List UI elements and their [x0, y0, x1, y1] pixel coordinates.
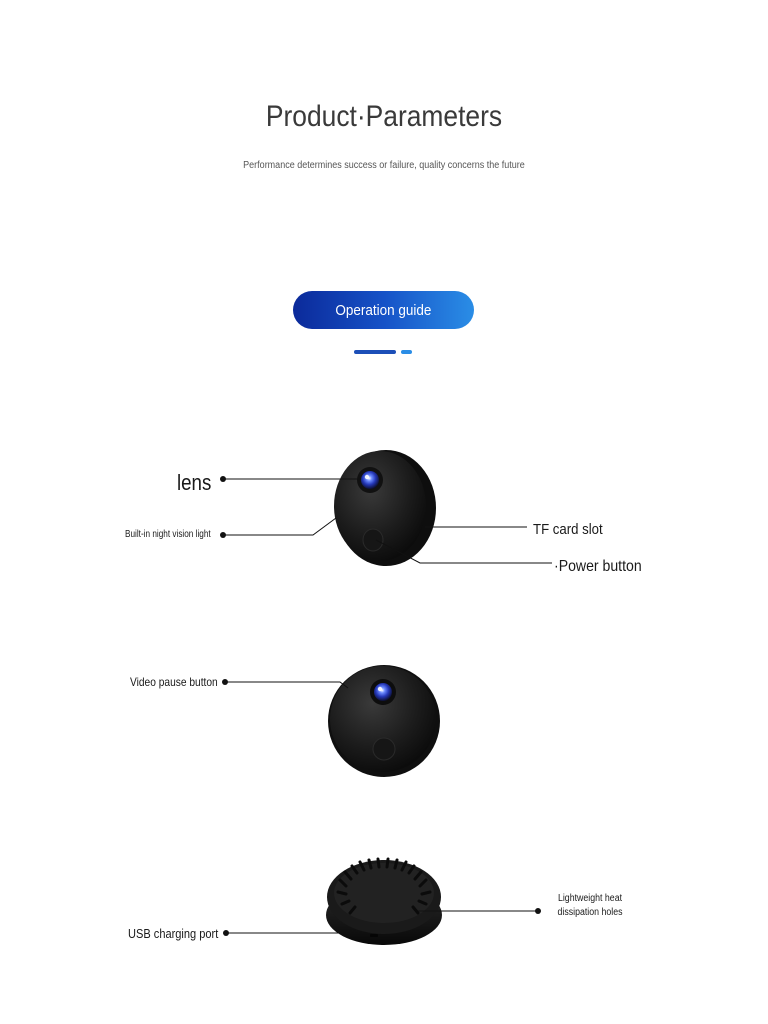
video-pause-label: Video pause button [130, 675, 218, 689]
night-vision-label: Built-in night vision light [125, 529, 211, 540]
page-subtitle: Performance determines success or failure, quality concerns the future [243, 160, 525, 171]
video-pause-button-icon [373, 738, 395, 760]
power-button-label: ·Power button [554, 558, 642, 575]
camera-device-front [328, 665, 440, 777]
lens-label: lens [177, 470, 212, 495]
camera-device-angled [334, 450, 436, 566]
heat-dissipation-label: Lightweight heat dissipation holes [557, 893, 623, 918]
tf-card-slot-label: TF card slot [533, 521, 603, 538]
usb-charging-label: USB charging port [128, 926, 219, 941]
lens-icon-front [374, 683, 392, 701]
page-title: Product·Parameters [265, 100, 503, 133]
power-button-icon [363, 529, 383, 551]
camera-device-side [326, 859, 442, 945]
usb-port-icon [370, 934, 378, 937]
lens-icon [361, 471, 379, 489]
operation-guide-label: Operation guide [335, 302, 432, 319]
